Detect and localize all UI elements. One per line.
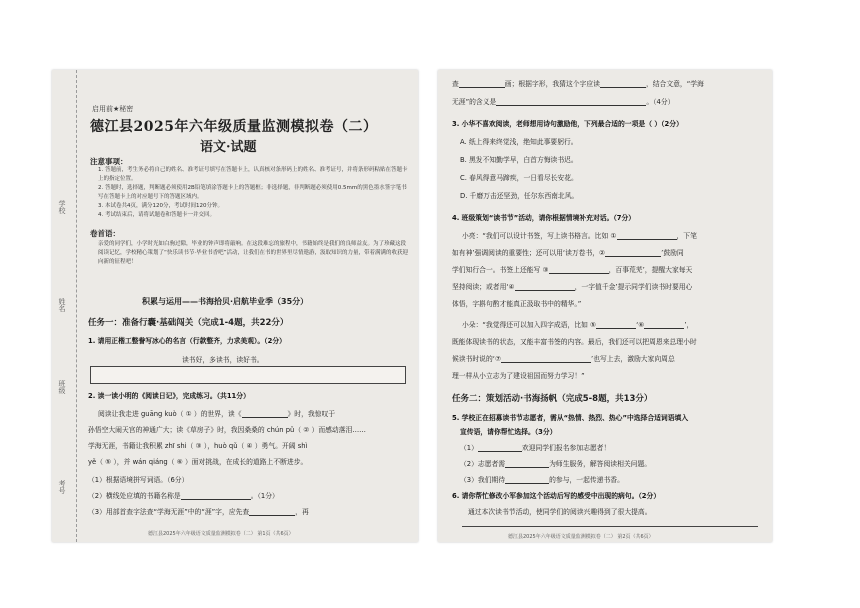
question-1-quote: 读书好，多读书，读好书。 — [182, 356, 264, 364]
dialogue-line-1: 小亮：“我们可以设计书签，写上读书格言。比如 ① ，下笔 — [462, 232, 697, 240]
question-4: 4. 班级策划“读书节”活动，请你根据情境补充对话。（7分） — [452, 214, 636, 222]
q5-blank-1[interactable] — [478, 444, 522, 452]
page-footer: 德江县2025年六年级语文质量监测模拟卷（二） 第1页（共6页） — [148, 531, 294, 537]
question-1: 1. 请用正楷工整誊写冰心的名言（行款整齐，力求美观）。（2分） — [88, 337, 286, 345]
blank-7[interactable] — [501, 355, 591, 363]
question-6: 6. 请你帮忙修改小军参加这个活动后写的感受中出现的病句。（2分） — [452, 492, 661, 500]
q6-answer-line[interactable] — [462, 526, 758, 527]
question-5-line-1: 5. 学校正在招募读书节志愿者，需从“热情、热烈、热心”中选择合适词语填入 — [452, 414, 689, 422]
page-footer: 德江县2025年六年级语文质量监测模拟卷（二） 第2页（共6页） — [508, 534, 654, 540]
dialogue-line-8: 候读书时说的‘⑦ ’也写上去，激励大家向周总 — [452, 355, 675, 363]
exam-page-2 — [438, 70, 772, 542]
q2-continued-line-1: 查 画；根据字形，我猜这个字应读 ，结合文意，“学海 — [452, 80, 704, 88]
q2-continued-line-2: 无涯”的含义是 。（4分） — [452, 98, 675, 106]
question-5-line-2: 宣传语，请你帮忙选择。（3分） — [460, 428, 557, 436]
dialogue-line-6: 小朵：“我觉得还可以加入四字成语，比如 ⑤ ‘⑥ ’， — [462, 321, 694, 329]
q5-blank-3[interactable] — [505, 476, 549, 484]
question-3: 3. 小华不喜欢阅读，老师想用诗句激励他，下列最合适的一项是（ ）（2分） — [452, 120, 683, 128]
blank-4[interactable] — [515, 283, 575, 291]
option-c[interactable]: C. 春风得意马蹄疾，一日看尽长安花。 — [460, 174, 578, 182]
margin-label-class: 班级 — [58, 380, 66, 394]
margin-label-id: 考号 — [58, 480, 66, 494]
dialogue-line-3: 学们知行合一。书签上还能写 ③ ，百事荒芜’，提醒大家每天 — [452, 266, 693, 274]
diary-line-2: 孙悟空大闹天宫的神通广大；读《草房子》时，我因桑桑的 chún pǔ（ ② ）而感动落泪…… — [88, 426, 366, 434]
note-3: 3. 本试卷共4页，满分120分，考试时间120分钟。 — [98, 203, 223, 209]
option-b[interactable]: B. 黑发不知勤学早，白首方悔读书迟。 — [460, 156, 578, 164]
option-a[interactable]: A. 纸上得来终觉浅，绝知此事要躬行。 — [460, 138, 578, 146]
radical-blank[interactable] — [459, 80, 505, 88]
note-4: 4. 考试结束后，请将试题卷和答题卡一并交回。 — [98, 212, 215, 218]
sub-question-3: （3）用部首查字法查“学海无涯”中的“涯”字，应先查 ，再 — [88, 508, 309, 516]
question-2: 2. 读一读小明的《阅读日记》，完成练习。（共11分） — [88, 392, 250, 400]
task2-title: 任务二：策划活动·书海扬帆（完成5-8题，共13分） — [452, 394, 653, 404]
sub3-answer-blank[interactable] — [249, 508, 295, 516]
blank-1[interactable] — [617, 232, 677, 240]
q5-item-1: （1） 欢迎同学们报名参加志愿者！ — [460, 444, 611, 452]
margin-label-name: 姓名 — [58, 298, 66, 312]
question-6-sentence: 通过本次读书节活动，使同学们的阅读兴趣得到了很大提高。 — [468, 508, 652, 516]
section-title: 积累与运用——书海拾贝·启航毕业季（35分） — [142, 297, 309, 306]
margin-label-school: 学校 — [58, 200, 66, 214]
binding-margin — [52, 70, 77, 542]
task1-title: 任务一：准备行囊·基础闯关（完成1-4题，共22分） — [88, 318, 289, 328]
exam-title: 德江县2025年六年级质量监测模拟卷（二） — [90, 119, 378, 135]
sub-question-2: （2）横线处应填的书籍名称是 。（1分） — [88, 492, 279, 500]
handwriting-box[interactable] — [90, 366, 406, 384]
preface-heading: 卷首语： — [90, 229, 120, 238]
blank-5[interactable] — [596, 321, 636, 329]
preface-text: 亲爱的同学们，小学时光如白驹过隙，毕业的钟声即将敲响。在这段难忘的旅程中，书籍始终是我们的良师益友。为了珍藏这段阅读记忆，学校精心策划了“快乐读书节·毕业书香吧”活动，让我们在书的世界里尽情遨游，汲取知识的力量，带着满满的收获迎向新的征程吧！ — [98, 241, 408, 265]
blank-3[interactable] — [549, 266, 609, 274]
q5-blank-2[interactable] — [505, 460, 549, 468]
q5-item-2: （2）志愿者需 为师生服务，解答阅读相关问题。 — [460, 460, 652, 468]
book-name-blank[interactable] — [242, 410, 288, 418]
sub-question-1: （1）根据语境拼写词语。（6分） — [88, 476, 189, 484]
option-d[interactable]: D. 千磨万击还坚劲，任尔东西南北风。 — [460, 192, 579, 200]
blank-6[interactable] — [644, 321, 684, 329]
note-1: 1. 答题前，考生务必将自己的姓名、准考证号填写在答题卡上，认真核对条形码上的姓名、准考证号，并将条形码粘贴在答题卡上的指定位置。 — [98, 167, 408, 182]
meaning-blank[interactable] — [496, 98, 646, 106]
sub2-answer-blank[interactable] — [181, 492, 251, 500]
diary-line-3: 学海无涯，书籍让我积累 zhī shi（ ③ ），huò qǔ（ ④ ）勇气。开阔 shì — [88, 442, 308, 450]
dialogue-line-2: 如有神’强调阅读的重要性；还可以用‘读万卷书，② ’鼓励同 — [452, 249, 684, 257]
dialogue-line-4: 坚持阅读；或者用‘④ ，一字值千金’提示同学们读书时要用心 — [452, 283, 693, 291]
dialogue-line-9: 理一样从小立志为了建设祖国而努力学习！” — [452, 372, 585, 380]
dialogue-line-5: 体悟，字斟句酌才能真正汲取书中的精华。” — [452, 300, 582, 308]
exam-page-1 — [52, 70, 418, 542]
notes-heading: 注意事项： — [90, 157, 128, 166]
blank-2[interactable] — [605, 249, 661, 257]
exam-subtitle: 语文·试题 — [200, 140, 257, 155]
diary-line-1: 阅读让我走进 guāng kuò（ ① ）的世界，读《 》时，我惊叹于 — [98, 410, 336, 418]
q5-item-3: （3）我们期待 的参与，一起传递书香。 — [460, 476, 624, 484]
confidential-mark: 启用前★秘密 — [92, 105, 134, 113]
dialogue-line-7: 既能体现读书的状态，又能丰富书签的内容。最后，我们还可以把周恩来总理小时 — [452, 338, 697, 346]
pronunciation-blank[interactable] — [600, 80, 646, 88]
diary-line-4: yě（ ⑤ ），并 wán qiáng（ ⑥ ）面对挑战，在成长的道路上不断进步。 — [88, 458, 308, 466]
note-2: 2. 答题时，选择题，判断题必须使用2B铅笔填涂答题卡上的答题框；非选择题，非判断题必须使用0.5mm的黑色墨水签字笔书写在答题卡上的对应题号下的答题区域内。 — [98, 185, 407, 200]
